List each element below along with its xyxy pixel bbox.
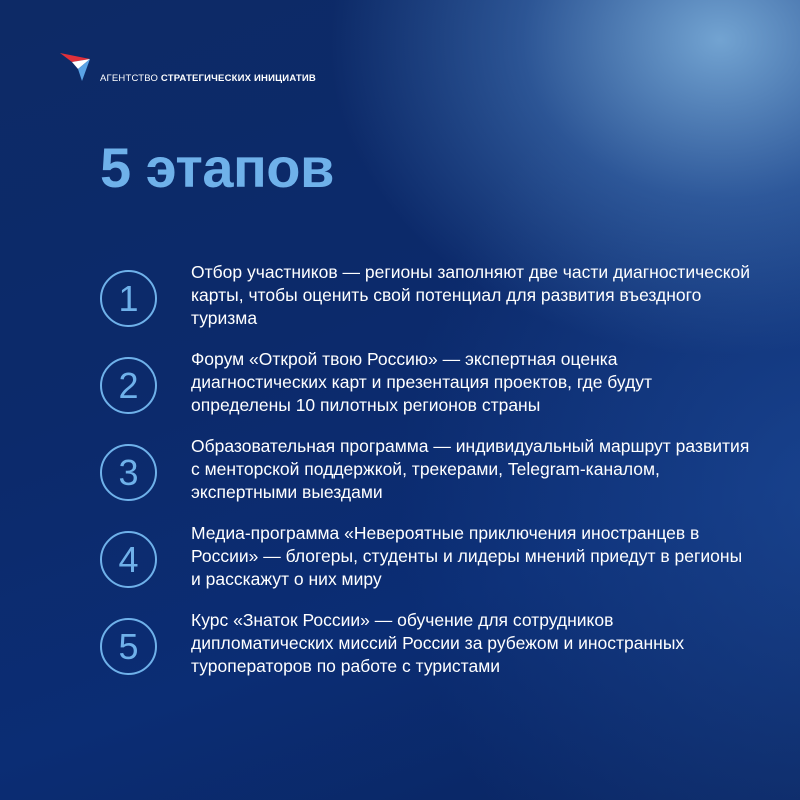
step-item-1 xyxy=(100,261,751,341)
step-number-badge: 5 xyxy=(100,618,157,675)
step-description: Медиа-программа «Невероятные приключения иностранцев в России» — блогеры, студенты и лидеры мнений приедут в регионы и расскажут о них миру xyxy=(191,523,743,589)
step-number-badge: 1 xyxy=(100,270,157,327)
step-item-4 xyxy=(100,522,743,602)
page-title: 5 этапов xyxy=(100,136,334,199)
step-number-badge: 4 xyxy=(100,531,157,588)
step-description: Курс «Знаток России» — обучение для сотрудников дипломатических миссий России за рубежом и иностранных туроператоров по работе с туристами xyxy=(191,610,685,676)
brand-name-bold: СТРАТЕГИЧЕСКИХ ИНИЦИАТИВ xyxy=(160,73,316,84)
step-description: Образовательная программа — индивидуальный маршрут развития с менторской поддержкой, трекерами, Telegram-каналом, экспертными выездами xyxy=(191,436,750,502)
brand-name-regular: АГЕНТСТВО xyxy=(100,73,159,84)
step-number-badge: 3 xyxy=(100,444,157,501)
step-number-badge: 2 xyxy=(100,357,157,414)
step-item-3 xyxy=(100,435,750,515)
step-item-5 xyxy=(100,609,740,689)
step-description: Отбор участников — регионы заполняют две части диагностической карты, чтобы оценить свой потенциал для развития въездного туризма xyxy=(191,262,751,328)
step-item-2 xyxy=(100,348,740,428)
step-description: Форум «Открой твою Россию» — экспертная оценка диагностических карт и презентация проектов, где будут определены 10 пилотных регионов страны xyxy=(191,349,653,415)
